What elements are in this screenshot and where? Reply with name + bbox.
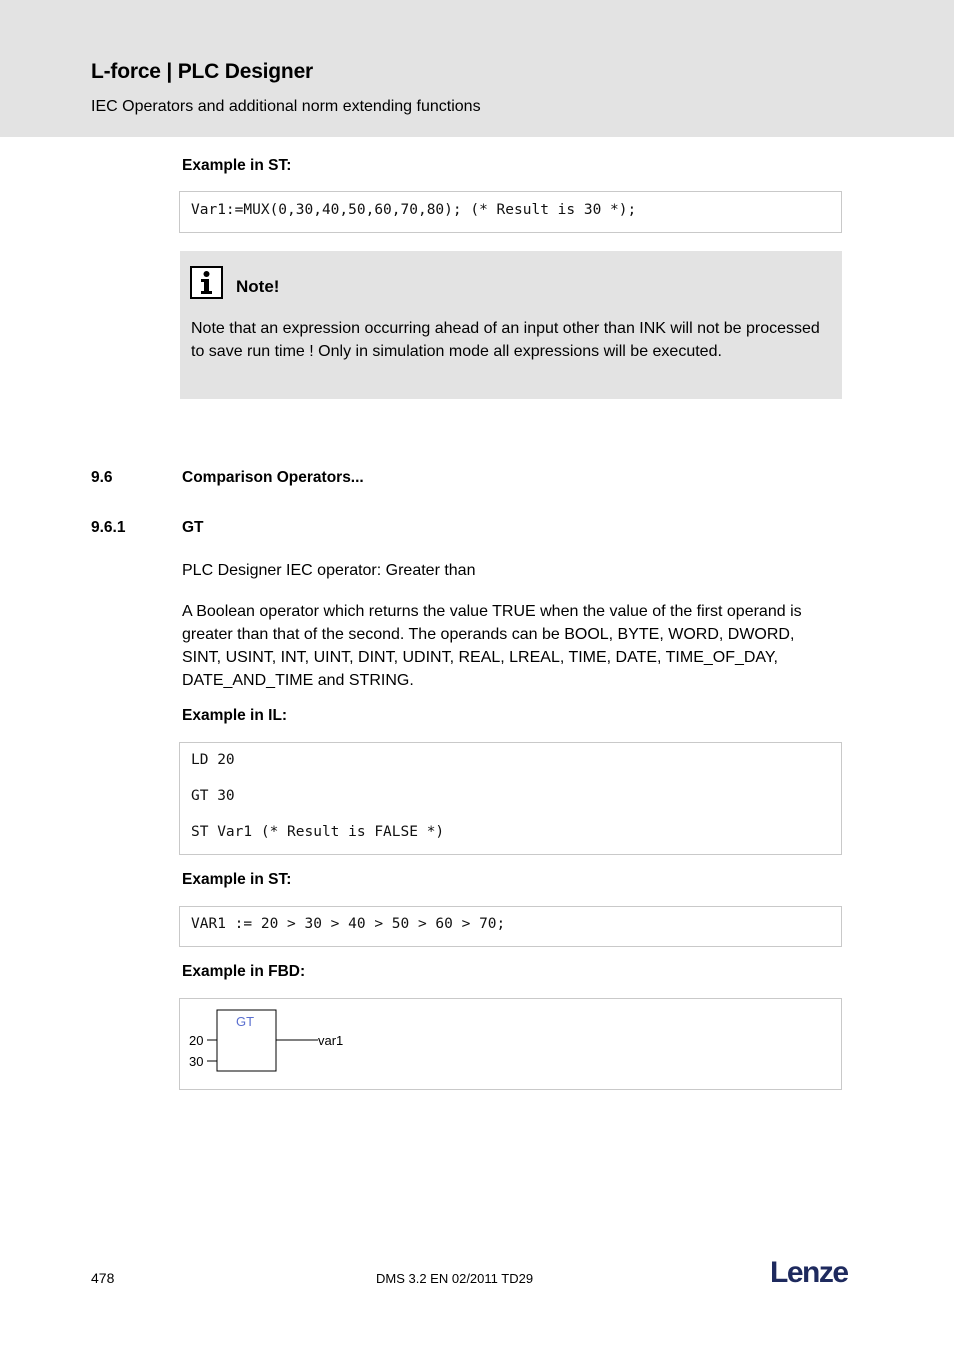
- code-line: Var1:=MUX(0,30,40,50,60,70,80); (* Result is 30 *);: [191, 202, 637, 218]
- example-st-label: Example in ST:: [182, 157, 292, 174]
- subsection-title: GT: [182, 519, 204, 536]
- lenze-logo: Lenze: [770, 1256, 848, 1289]
- example-il-label: Example in IL:: [182, 707, 288, 724]
- info-icon: [190, 266, 223, 299]
- input-1-value: 20: [189, 1033, 204, 1048]
- section-number: 9.6: [91, 469, 113, 486]
- example-fbd-label: Example in FBD:: [182, 963, 306, 980]
- example-fbd-diagram-box: [179, 998, 842, 1090]
- info-icon-glyph: [192, 268, 221, 297]
- code-line: GT 30: [191, 788, 235, 804]
- document-subtitle: IEC Operators and additional norm extending functions: [91, 98, 481, 115]
- page-header: [0, 0, 954, 137]
- operator-intro: PLC Designer IEC operator: Greater than: [182, 562, 476, 579]
- code-line: ST Var1 (* Result is FALSE *): [191, 824, 445, 840]
- document-id: DMS 3.2 EN 02/2011 TD29: [376, 1271, 534, 1286]
- example-st-label: Example in ST:: [182, 871, 292, 888]
- operator-description: A Boolean operator which returns the value TRUE when the value of the first operand is greater than that of the second. The operands can be BOOL, BYTE, WORD, DWORD, SINT, USINT, INT, UINT, DINT, UDINT, REAL, LREAL, TIME, DATE, TIME_OF_DAY, DATE_AND_TIME and STRING.: [182, 603, 802, 689]
- document-title: L-force | PLC Designer: [91, 60, 314, 83]
- code-line: VAR1 := 20 > 30 > 40 > 50 > 60 > 70;: [191, 916, 506, 932]
- example-st-code-box: [179, 906, 842, 947]
- block-name: GT: [236, 1014, 255, 1029]
- code-line: LD 20: [191, 752, 235, 768]
- note-box: [180, 251, 842, 399]
- subsection-number: 9.6.1: [91, 519, 126, 536]
- example-il-code-box: [179, 742, 842, 855]
- note-text: Note that an expression occurring ahead of an input other than INK will not be processed to save run time ! Only in simulation mode all expressions will be executed.: [191, 320, 820, 360]
- page-number: 478: [91, 1270, 115, 1286]
- example-st-code-box: [179, 191, 842, 233]
- fbd-diagram: [180, 999, 841, 1089]
- output-variable: var1: [318, 1033, 344, 1048]
- input-2-value: 30: [189, 1054, 204, 1069]
- note-title: Note!: [236, 277, 280, 296]
- section-title: Comparison Operators...: [182, 469, 364, 486]
